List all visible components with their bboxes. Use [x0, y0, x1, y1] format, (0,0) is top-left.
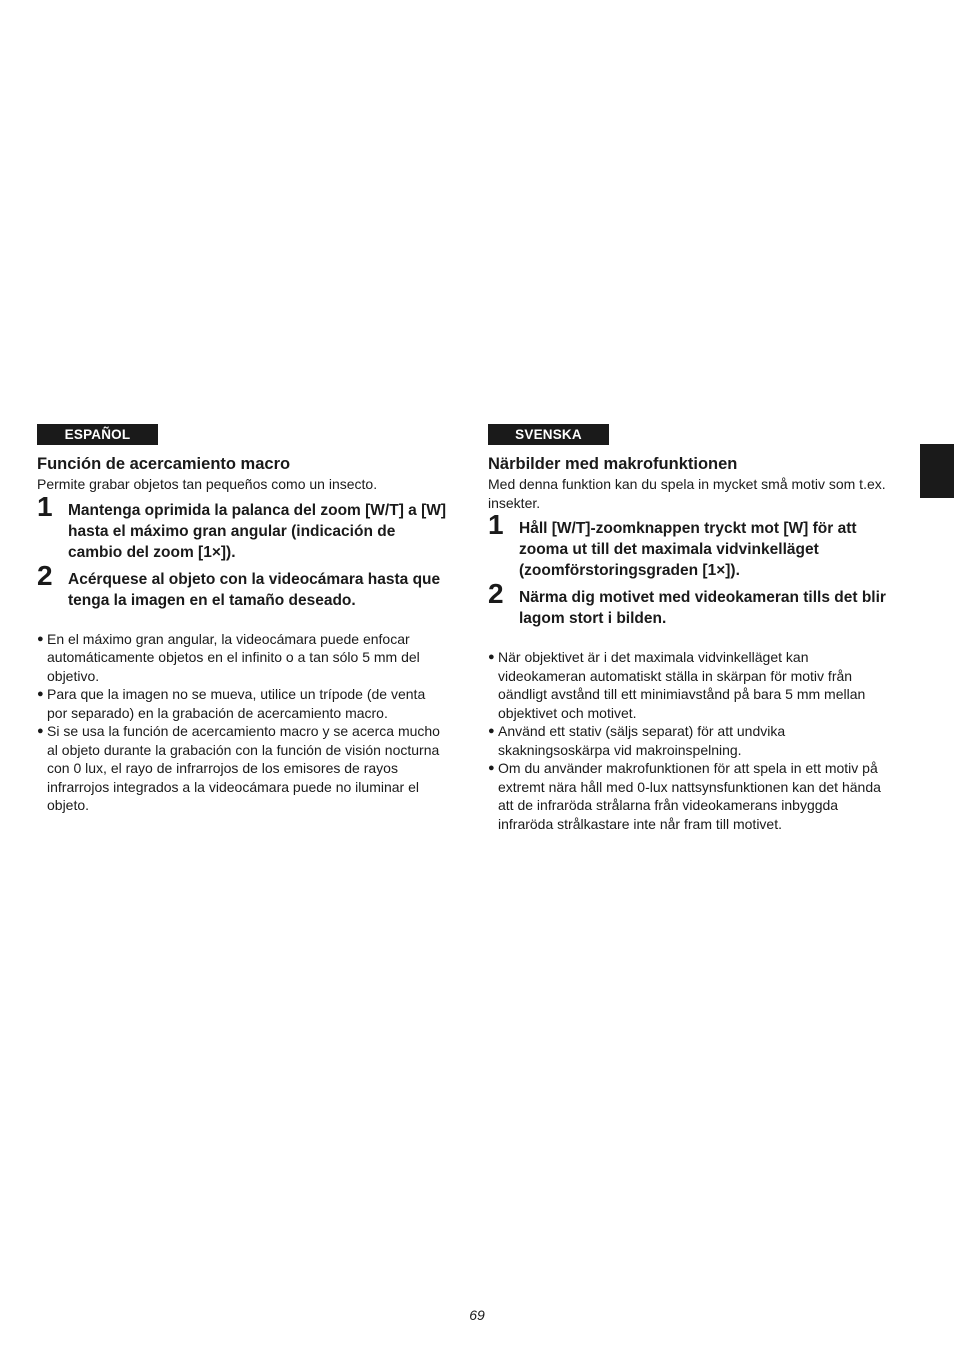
bullet-icon: ●	[488, 762, 495, 774]
step-1	[488, 509, 893, 581]
step-number: 2	[488, 578, 504, 609]
edge-tab-marker	[920, 444, 954, 498]
step-2	[37, 559, 449, 611]
bullet-icon: ●	[37, 725, 44, 737]
section-title: Función de acercamiento macro	[37, 455, 291, 473]
notes-list	[488, 648, 893, 833]
note-item: ● Si se usa la función de acercamiento macro y se acerca mucho al objeto durante la grabación con la función de visión nocturna con 0 lux, el rayo de infrarrojos de los emisores de rayos infrarrojos integrados a la videocámara puede no iluminar el objeto.	[37, 723, 440, 813]
step-number: 1	[488, 509, 504, 540]
section-title: Närbilder med makrofunktionen	[488, 455, 738, 473]
bullet-icon: ●	[37, 688, 44, 700]
page-number: 69	[469, 1307, 485, 1323]
step-number: 2	[37, 559, 53, 591]
spanish-column	[37, 424, 449, 815]
notes-list	[37, 630, 449, 815]
step-text: Håll [W/T]-zoomknappen tryckt mot [W] för att zooma ut till det maximala vidvinkelläget (zoomförstoringsgraden [1×]).	[519, 520, 857, 579]
step-text: Närma dig motivet med videokameran tills det blir lagom stort i bilden.	[519, 589, 886, 627]
section-intro: Med denna funktion kan du spela in mycket små motiv som t.ex. insekter.	[488, 476, 886, 511]
language-tag-swedish: SVENSKA	[488, 424, 609, 445]
note-item: ● Om du använder makrofunktionen för att spela in ett motiv på extremt nära håll med 0-lux nattsynsfunktionen kan det hända att de infraröda strålarna från videokamerans inbyggda infraröda strålkastare inte når fram till motivet.	[488, 760, 881, 832]
note-item: ● En el máximo gran angular, la videocámara puede enfocar automáticamente objetos en el infinito o a tan sólo 5 mm del objetivo.	[37, 630, 420, 684]
note-item: ● Använd ett stativ (säljs separat) för att undvika skakningsoskärpa vid makroinspelning.	[488, 723, 786, 758]
note-item: ● Para que la imagen no se mueva, utilice un trípode (de venta por separado) en la grabación de acercamiento macro.	[37, 686, 426, 721]
section-intro: Permite grabar objetos tan pequeños como un insecto.	[37, 476, 378, 492]
step-number: 1	[37, 490, 53, 522]
step-1	[37, 490, 449, 563]
bullet-icon: ●	[488, 651, 495, 663]
note-item: ● När objektivet är i det maximala vidvinkelläget kan videokameran automatiskt ställa in skärpan för motiv från oändligt avstånd till ett minimiavstånd på bara 5 mm mellan objektivet och motivet.	[488, 649, 866, 721]
language-tag-spanish: ESPAÑOL	[37, 424, 158, 445]
step-text: Mantenga oprimida la palanca del zoom [W/T] a [W] hasta el máximo gran angular (indicación de cambio del zoom [1×]).	[68, 501, 447, 561]
step-2	[488, 578, 893, 629]
step-text: Acérquese al objeto con la videocámara hasta que tenga la imagen en el tamaño deseado.	[68, 570, 441, 609]
swedish-column	[488, 424, 893, 833]
bullet-icon: ●	[37, 632, 44, 645]
bullet-icon: ●	[488, 725, 495, 737]
